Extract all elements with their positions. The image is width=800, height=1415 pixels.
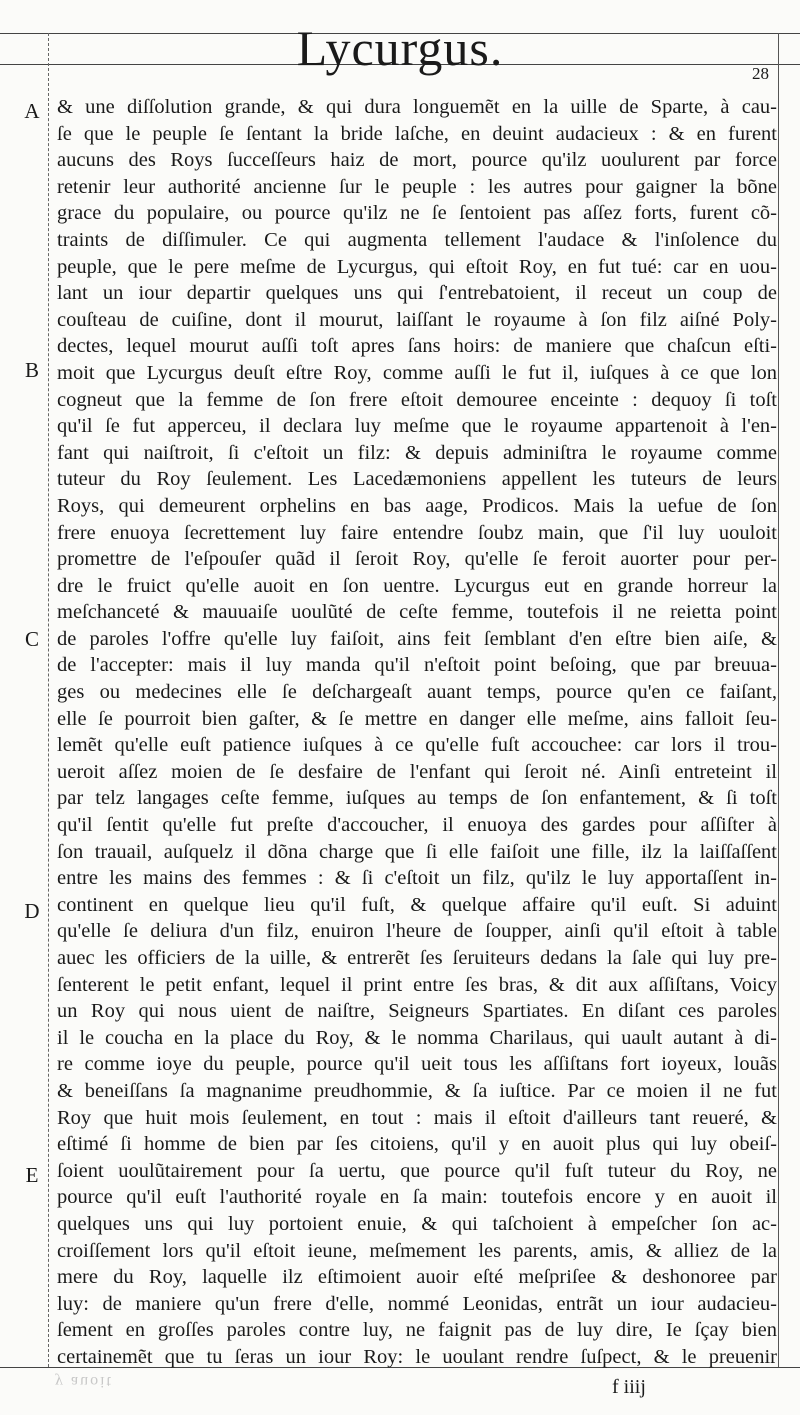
text-line: dre le fruict qu'elle auoit en ſon uentre. Lycurgus eut en grande horreur la	[57, 574, 777, 597]
page-number: 28	[752, 64, 769, 83]
text-line: fant qui naiſtroit, ſi c'eſtoit un filz: & depuis adminiſtra le royaume comme	[57, 441, 777, 464]
text-line: cogneut que la femme de ſon frere eſtoit demouree enceinte : dequoy ſi toſt	[57, 388, 777, 411]
text-line: moit que Lycurgus deuſt eſtre Roy, comme auſſi le fut il, iuſques à ce que lon	[57, 361, 777, 384]
right-margin-rule	[778, 33, 779, 1367]
text-line: de l'accepter: mais il luy manda qu'il n'eſtoit point beſoing, que par breuua-	[57, 654, 777, 677]
text-line: dectes, lequel mourut auſſi toſt apres ſans hoirs: de maniere que chaſcun eſti-	[57, 335, 777, 358]
text-line: ſe que le peuple ſe ſentant la bride laſche, en deuint audacieux : & en furent	[57, 122, 777, 145]
text-line: traints de diſſimuler. Ce qui augmenta tellement l'audace & l'inſolence du	[57, 228, 777, 251]
text-line: couſteau de cuiſine, dont il mourut, laiſſant le royaume à ſon filz aiſné Poly-	[57, 308, 777, 331]
margin-letter-a: A	[24, 99, 40, 123]
text-line: auec les officiers de la uille, & entrerẽt ſes ſeruiteurs dedans la ſale qui luy pre-	[57, 947, 777, 969]
text-line: promettre de l'eſpouſer quãd il ſeroit Roy, qu'elle ſe feroit auorter pour per-	[57, 548, 777, 571]
text-line: lemẽt qu'elle euſt patience iuſques à ce qu'elle fuſt accouchee: car lors il trou-	[57, 734, 777, 757]
text-line: ſement en groſſes paroles contre luy, ne faignit pas de luy dire, Ie ſçay bien	[57, 1319, 777, 1342]
text-line: il le coucha en la place du Roy, & le nomma Charilaus, qui uault autant à di-	[57, 1026, 777, 1049]
margin-letter-d: D	[24, 899, 40, 923]
bleed-through-text: y auoit	[55, 1373, 113, 1390]
left-margin-rule	[48, 33, 49, 1367]
text-line: pource qu'il euſt l'authorité royale en ſa main: toutefois encore y en auoit il	[57, 1186, 777, 1209]
text-line: quelques uns qui luy portoient enuie, & qui taſchoient à empeſcher ſon ac-	[57, 1212, 777, 1235]
text-line: entre les mains des femmes : & ſi c'eſtoit un filz, qu'ilz le luy apportaſſent in-	[57, 867, 777, 890]
text-line: lant un iour departir quelques uns qui ſ'entrebatoient, il receut un coup de	[57, 282, 777, 305]
text-line: ſenterent le petit enfant, lequel il print entre ſes bras, & dit aux aſſiſtans, Voicy	[57, 973, 777, 996]
text-line: croiſſement lors qu'il eſtoit ieune, meſmement les parents, amis, & alliez de la	[57, 1239, 777, 1262]
text-line: de paroles l'offre qu'elle luy faiſoit, ains feit ſemblant d'en eſtre bien aiſe, &	[57, 627, 777, 650]
text-line: ueroit aſſez moien de ſe desfaire de l'enfant qui ſeroit né. Ainſi entreteint il	[57, 760, 777, 783]
text-line: ges ou medecines elle ſe deſchargeaſt auant temps, pource qu'en ce faiſant,	[57, 681, 777, 704]
text-line: Roys, qui demeurent orphelins en bas aage, Prodicos. Mais la uefue de ſon	[57, 494, 777, 517]
text-line: Roy que huit mois ſeulement, en tout : mais il eſtoit d'ailleurs tant reueré, &	[57, 1106, 777, 1129]
text-line: luy: de maniere qu'un frere d'elle, nommé Leonidas, entrãt un iour audacieu-	[57, 1292, 777, 1315]
text-line: qu'il ſentit qu'elle fut preſte d'accoucher, il enuoya des gardes pour aſſiſter à	[57, 814, 777, 837]
margin-letter-e: E	[25, 1163, 39, 1187]
body-text	[57, 94, 777, 1371]
text-line: mere du Roy, laquelle ilz eſtimoient auoir eſté meſpriſee & deshonoree par	[57, 1266, 777, 1289]
text-line: elle ſe pourroit bien gaſter, & ſe mettre en danger elle meſme, ains falloit ſeu-	[57, 707, 777, 730]
text-line: frere enuoya ſecrettement luy faire entendre ſoubz main, que ſ'il luy uouloit	[57, 521, 777, 544]
text-line: eſtimé ſi homme de bien par ſes citoiens, qu'il y en auoit plus qui luy obeiſ-	[57, 1133, 777, 1156]
text-line: & une diſſolution grande, & qui dura longuemẽt en la uille de Sparte, à cau-	[57, 96, 777, 118]
text-line: re comme ioye du peuple, pource qu'il ueit tous les aſſiſtans fort ioyeux, louãs	[57, 1053, 777, 1076]
text-line: retenir leur authorité ancienne ſur le peuple : les autres pour gaigner la bõne	[57, 175, 777, 198]
text-line: par telz langages ceſte femme, iuſques au temps de ſon enfantement, & ſi toſt	[57, 787, 777, 810]
signature-mark: f iiij	[612, 1376, 646, 1398]
text-line: ſon trauail, auſquelz il dõna charge que ſi elle faiſoit une fille, ilz la laiſſaſſent	[57, 840, 777, 863]
text-line: continent en quelque lieu qu'il fuſt, & quelque affaire qu'il euſt. Si aduint	[57, 893, 777, 916]
text-line: tuteur du Roy ſeulement. Les Lacedæmoniens appellent les tuteurs de leurs	[57, 468, 777, 491]
text-line: & beneiſſans ſa magnanime preudhommie, & ſa iuſtice. Par ce moien il ne fut	[57, 1079, 777, 1102]
text-line: un Roy qui nous uient de naiſtre, Seigneurs Spartiates. En diſant ces paroles	[57, 1000, 777, 1023]
margin-letter-c: C	[24, 627, 39, 651]
text-line: peuple, que le pere meſme de Lycurgus, qui eſtoit Roy, en fut tué: car en uou-	[57, 255, 777, 278]
text-line: qu'il ſe fut apperceu, il declara luy meſme que le royaume appartenoit à l'en-	[57, 415, 777, 438]
text-line: aucuns des Roys ſucceſſeurs haiz de mort, pource qu'ilz uoulurent par force	[57, 149, 777, 172]
margin-letter-b: B	[24, 358, 39, 382]
text-line: ſoient uoulũtairement pour ſa uertu, que pource qu'il fuſt tuteur du Roy, ne	[57, 1159, 777, 1182]
text-line: meſchanceté & mauuaiſe uoulũté de ceſte femme, toutefois il ne reietta point	[57, 601, 777, 624]
text-line: qu'elle ſe deliura d'un filz, enuiron l'heure de ſoupper, ainſi qu'il eſtoit à table	[57, 920, 777, 943]
running-head: Lycurgus.	[296, 20, 504, 76]
text-line: certainemẽt que tu ſeras un iour Roy: le uoulant rendre ſuſpect, & le preuenir	[57, 1345, 777, 1368]
text-line: grace du populaire, ou pource qu'ilz ne ſe ſentoient pas aſſez forts, furent cõ-	[57, 202, 777, 225]
